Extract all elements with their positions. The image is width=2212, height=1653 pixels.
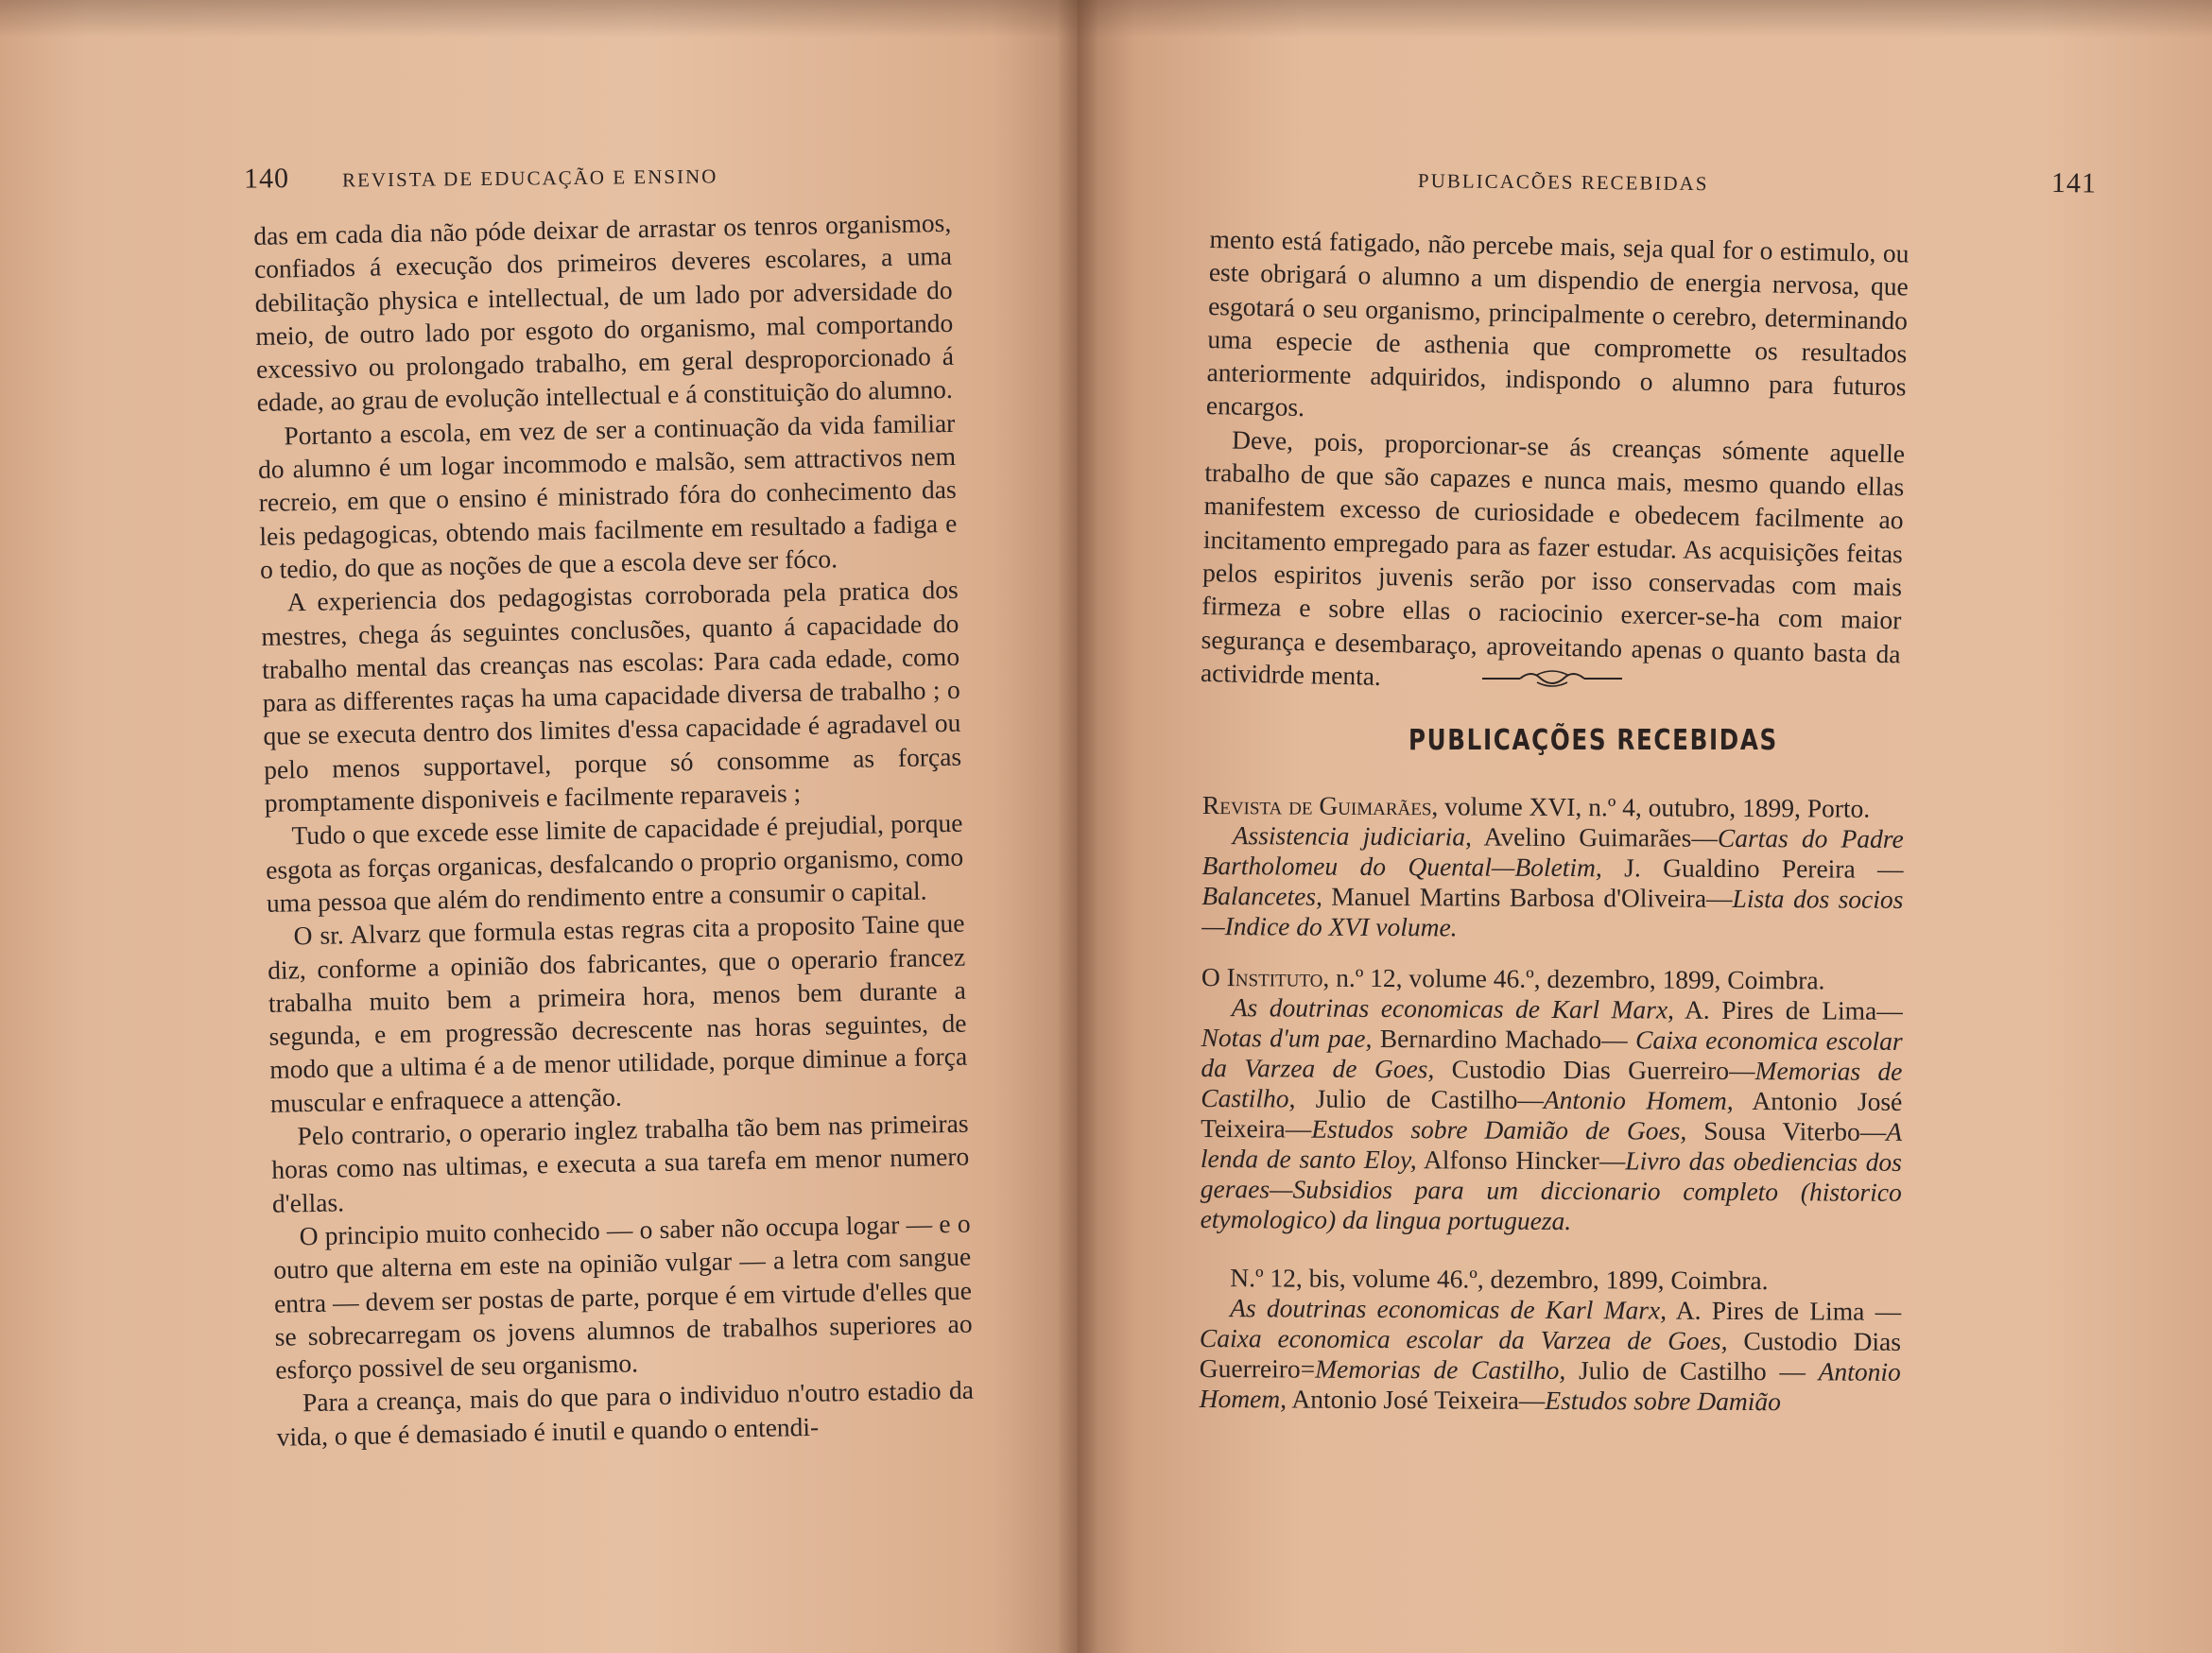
contents-part: Caixa economica escolar da Varzea de Goes,: [1201, 1025, 1903, 1084]
paragraph: Portanto a escola, em vez de ser a continuação da vida familiar do alumno é um logar incommodo e malsão, sem attractivos nem recreio, em que o ensino é ministrado fóra do conhecimento das leis pedagogicas, obtendo mais facilmente em resultado a fadiga e o tedio, do que as noções de que a escola deve ser fóco.: [257, 407, 958, 584]
publication-contents: [1201, 820, 1904, 945]
contents-part: Balancetes,: [1201, 880, 1323, 911]
paragraph: O principio muito conhecido — o saber não occupa logar — e o outro que alterna em este na opinião vulgar — a letra com sangue entra — devem ser postas de parte, porque é em virtude d'elles que se sobrecarregam os jovens alumnos de trabalhos superiores ao esforço possivel de seu organismo.: [273, 1208, 973, 1385]
contents-part: Caixa economica escolar da Varzea de Goes,: [1199, 1322, 1728, 1355]
contents-part: Estudos sobre Damião: [1545, 1385, 1781, 1417]
contents-part: Sousa Viterbo—: [1686, 1115, 1887, 1146]
paragraph: A experiencia dos pedagogistas corroborada pela pratica dos mestres, chega ás seguintes conclusões, quanto á capacidade do trabalho mental das creanças nas escolas: Para cada edade, como para as differentes raças ha uma capacidade diversa de trabalho ; o que se executa dentro dos limites d'essa capacidade é agradavel ou pelo menos supportavel, porque só consomme as forças promptamente disponiveis e facilmente reparaveis ;: [261, 575, 962, 818]
paragraph: Deve, pois, proporcionar-se ás creanças sómente aquelle trabalho de que são capazes e nunca mais, mesmo quando ellas manifestem excesso de curiosidade e obedecem facilmente ao incitamento empregado para as fazer estudar. As acquisições feitas pelos espiritos juvenis serão por isso conservadas com mais firmeza e sobre ellas o raciocinio exercer-se-ha com maior segurança e desembaraço, aproveitando apenas o quanto basta da actividrde menta.: [1200, 424, 1906, 691]
publication-entry: [1201, 790, 1904, 945]
paragraph: mento está fatigado, não percebe mais, seja qual for o estimulo, ou este obrigará o alumno a um dispendio de energia nervosa, que esgotará o seu organismo, principalmente o cerebro, determinando uma especie de asthenia que compromette os resultados anteriormente adquiridos, indispondo o alumno para futuros encargos.: [1205, 223, 1910, 422]
contents-part: Custodio Dias Guerreiro=: [1199, 1325, 1902, 1384]
paragraph: Pelo contrario, o operario inglez trabalha tão bem nas primeiras horas como nas ultimas, e executa a sua tarefa em menor numero d'ellas.: [271, 1108, 970, 1218]
publication-details: , volume XVI, n.º 4, outubro, 1899, Porto.: [1431, 791, 1871, 823]
contents-part: Antonio Homem,: [1199, 1356, 1901, 1414]
publications-list: [1199, 790, 1904, 1438]
running-head: REVISTA DE EDUCAÇÃO E ENSINO: [341, 164, 718, 192]
contents-part: Lista dos socios—Indice do XVI volume.: [1201, 883, 1904, 942]
page-number: 140: [243, 163, 290, 195]
contents-part: As doutrinas economicas de Karl Marx,: [1231, 992, 1675, 1025]
book-gutter: [1057, 0, 1098, 1653]
publication-entry: [1200, 1263, 1902, 1418]
publication-title: Revista de Guimarães: [1201, 790, 1432, 821]
contents-part: Estudos sobre Damião de Goes,: [1311, 1113, 1687, 1145]
page-number: 141: [2050, 167, 2098, 199]
publication-details: , n.º 12, volume 46.º, dezembro, 1899, Coimbra.: [1322, 962, 1825, 995]
contents-part: Manuel Martins Barbosa d'Oliveira—: [1322, 881, 1733, 913]
left-page-header: [244, 158, 718, 195]
contents-part: A. Pires de Lima —: [1666, 1295, 1902, 1326]
right-page-header: [1418, 164, 2136, 202]
paragraph: O sr. Alvarz que formula estas regras cita a proposito Taine que diz, conforme a opinião dos fabricantes, que o operario francez trabalha muito bem a primeira hora, menos bem durante a segunda, e em progressão decrescente nas horas seguintes, de modo que a ultima é a de menor utilidade, porque diminue a força muscular e enfraquece a attenção.: [267, 907, 968, 1118]
contents-part: As doutrinas economicas de Karl Marx,: [1230, 1293, 1668, 1325]
top-edge-shadow: [0, 0, 2212, 38]
contents-part: Custodio Dias Guerreiro—: [1434, 1054, 1755, 1086]
contents-part: Antonio José Teixeira—: [1286, 1384, 1546, 1415]
contents-part: Memorias de Castilho,: [1315, 1353, 1566, 1386]
left-page-body: [253, 206, 975, 1454]
contents-part: Julio de Castilho —: [1565, 1355, 1819, 1386]
contents-part: Bernardino Machado—: [1372, 1023, 1636, 1055]
contents-part: Antonio Homem,: [1543, 1084, 1734, 1115]
contents-part: A. Pires de Lima—: [1673, 994, 1903, 1025]
paragraph: das em cada dia não póde deixar de arrastar os tenros organismos, confiados á execução dos primeiros deveres escolares, a uma debilitação physica e intellectual, de um lado por adversidade do meio, de outro lado por esgoto do organismo, mal comportando excessivo ou prolongado trabalho, em geral desproporcionado á edade, ao grau de evolução intellectual e á constituição do alumno.: [253, 207, 955, 418]
contents-part: Julio de Castilho—: [1295, 1083, 1544, 1114]
right-page: [1078, 0, 2212, 1653]
contents-part: J. Gualdino Pereira —: [1601, 852, 1904, 884]
paragraph: Para a creança, mais do que para o individuo n'outro estadio da vida, o que é demasiado é inutil e quando o entendi-: [276, 1374, 975, 1452]
left-page: [0, 0, 1078, 1653]
contents-part: Memorias de Castilho,: [1201, 1056, 1903, 1113]
contents-part: Assistencia judiciaria,: [1232, 820, 1473, 852]
contents-part: Avelino Guimarães—: [1471, 821, 1718, 852]
publication-contents: [1200, 1293, 1902, 1418]
publication-title: N.º 12, bis, volume 46.º, dezembro, 1899, Coimbra.: [1230, 1263, 1769, 1296]
contents-part: Cartas do Padre Bartholomeu do Quental—Boletim,: [1201, 822, 1904, 883]
publication-title: O Instituto: [1201, 961, 1323, 992]
publication-contents: [1201, 992, 1903, 1238]
publication-entry: [1201, 962, 1903, 1238]
contents-part: Notas d'um pae,: [1201, 1022, 1373, 1053]
contents-part: A lenda de santo Eloy,: [1200, 1116, 1903, 1175]
contents-part: Alfonso Hincker—: [1416, 1145, 1626, 1176]
right-page-body: [1201, 222, 1910, 704]
paragraph: Tudo o que excede esse limite de capacidade é prejudial, porque esgota as forças organicas, desfalcando o proprio organismo, como uma pessoa que além do rendimento entre a consumir o capital.: [265, 808, 964, 918]
contents-part: Livro das obediencias dos geraes—Subsidios para um diccionario completo (historico etymologico) da lingua portugueza.: [1200, 1145, 1903, 1236]
contents-part: Antonio José Teixeira—: [1201, 1085, 1903, 1144]
ornament-divider: [1482, 669, 1622, 688]
section-title: PUBLICAÇÕES RECEBIDAS: [1408, 724, 1778, 757]
running-head: PUBLICACÕES RECEBIDAS: [1417, 169, 1709, 196]
